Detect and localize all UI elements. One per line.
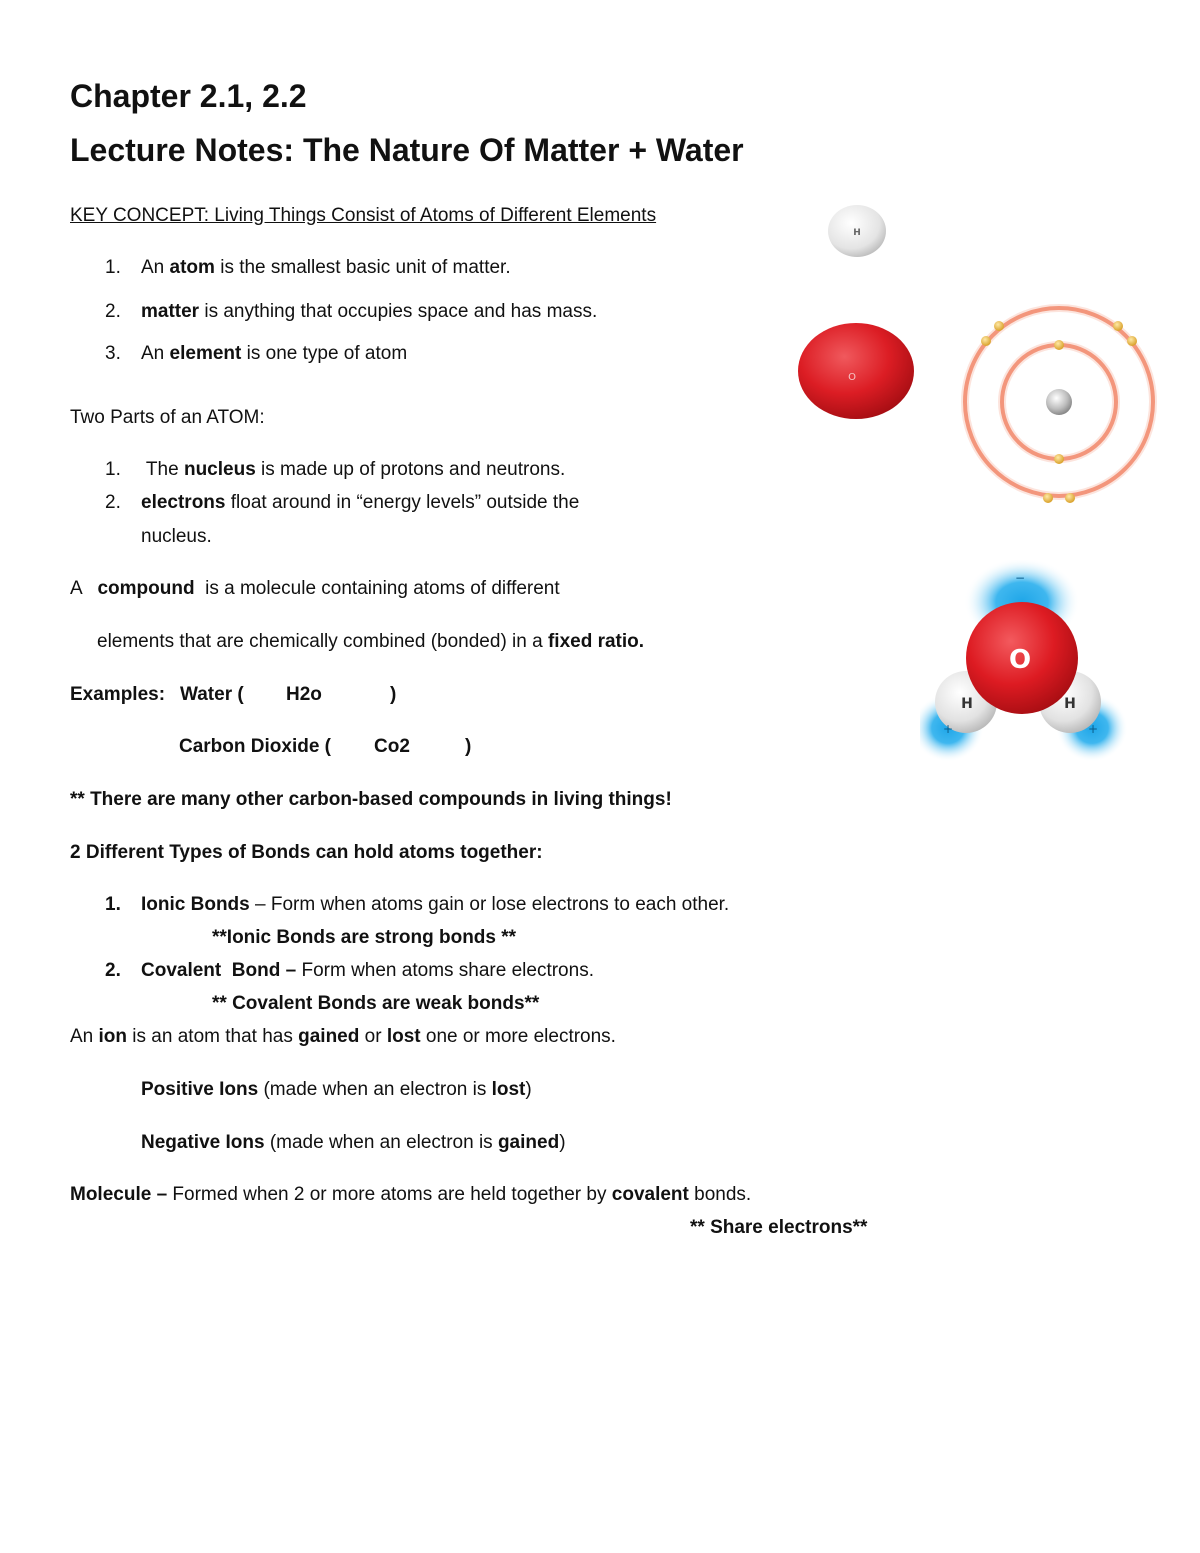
- list-number: 1.: [105, 257, 121, 278]
- hydrogen-atom-image: [824, 200, 890, 262]
- water-hydrogen-left-label: H: [961, 696, 973, 712]
- bond-ionic-note: **Ionic Bonds are strong bonds **: [212, 927, 517, 948]
- list-number: 3.: [105, 343, 121, 364]
- atom-part-nucleus: 1. The nucleus is made up of protons and neutrons.: [105, 459, 566, 480]
- hydrogen-label: H: [853, 228, 861, 238]
- positive-charge-left-label: +: [942, 722, 954, 736]
- term: matter: [141, 301, 200, 322]
- term: atom: [169, 257, 215, 278]
- bonds-heading: 2 Different Types of Bonds can hold atoms together:: [70, 842, 543, 863]
- negative-charge-label: −: [1014, 571, 1026, 585]
- compound-definition-cont: elements that are chemically combined (bonded) in a fixed ratio.: [97, 631, 645, 652]
- water-oxygen-label: O: [1008, 645, 1032, 675]
- definition-atom: 1. An atom is the smallest basic unit of matter.: [105, 257, 511, 278]
- negative-ions: Negative Ions (made when an electron is gained): [141, 1132, 566, 1153]
- page-title: Lecture Notes: The Nature Of Matter + Water: [70, 132, 744, 168]
- positive-charge-right-label: +: [1087, 722, 1099, 736]
- carbon-note: ** There are many other carbon-based compounds in living things!: [70, 789, 672, 810]
- oxygen-atom-image: [793, 316, 919, 424]
- positive-ions: Positive Ions (made when an electron is lost): [141, 1079, 532, 1100]
- ion-definition: An ion is an atom that has gained or lost one or more electrons.: [70, 1026, 616, 1047]
- bond-covalent: 2. Covalent Bond – Form when atoms share electrons.: [105, 960, 594, 981]
- oxygen-label: O: [848, 372, 856, 383]
- definition-element: 3. An element is one type of atom: [105, 343, 408, 364]
- example-water-formula: H2o: [286, 684, 322, 705]
- bond-ionic: 1. Ionic Bonds – Form when atoms gain or lose electrons to each other.: [105, 894, 730, 915]
- atom-part-electrons-cont: nucleus.: [141, 526, 212, 547]
- example-co2-close: ): [465, 736, 472, 757]
- example-water-close: ): [390, 684, 397, 705]
- nucleus: [1046, 389, 1072, 415]
- examples-label: Examples:: [70, 684, 166, 705]
- chapter-heading: Chapter 2.1, 2.2: [70, 78, 307, 114]
- definition-matter: 2. matter is anything that occupies space and has mass.: [105, 301, 598, 322]
- water-molecule-image: [920, 560, 1130, 765]
- atom-parts-heading: Two Parts of an ATOM:: [70, 407, 265, 428]
- water-hydrogen-right-label: H: [1064, 696, 1076, 712]
- example-water-label: Water (: [180, 684, 244, 705]
- compound-definition: A compound is a molecule containing atoms of different: [70, 578, 560, 599]
- bohr-model-image: [958, 298, 1160, 510]
- example-co2-label: Carbon Dioxide (: [179, 736, 332, 757]
- molecule-note: ** Share electrons**: [690, 1217, 868, 1238]
- bond-covalent-note: ** Covalent Bonds are weak bonds**: [212, 993, 540, 1014]
- key-concept: KEY CONCEPT: Living Things Consist of Atoms of Different Elements: [70, 205, 657, 226]
- example-co2-formula: Co2: [374, 736, 410, 757]
- term: element: [169, 343, 242, 364]
- list-number: 2.: [105, 301, 121, 322]
- atom-part-electrons: 2. electrons float around in “energy levels” outside the: [105, 492, 580, 513]
- molecule-definition: Molecule – Formed when 2 or more atoms are held together by covalent bonds.: [70, 1184, 752, 1205]
